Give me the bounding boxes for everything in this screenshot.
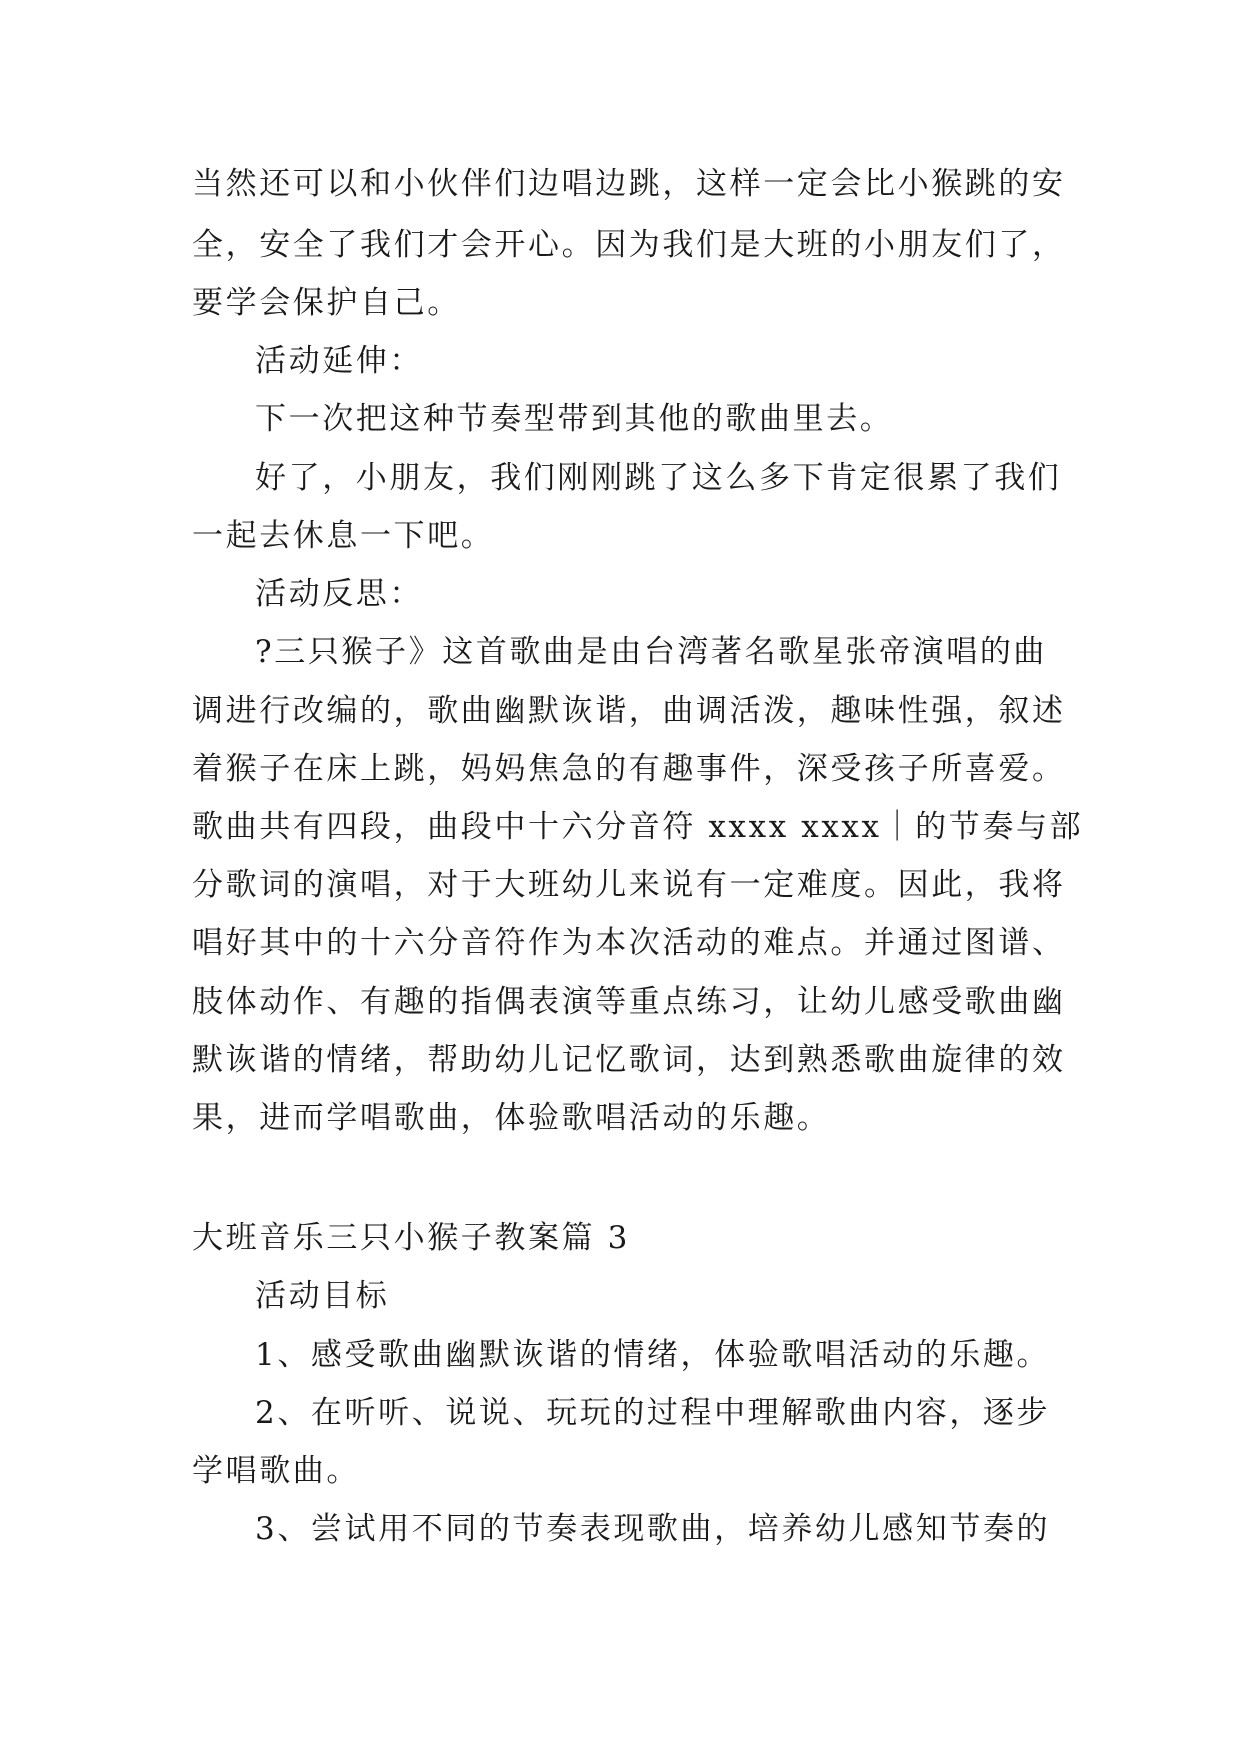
paragraph-line: 默诙谐的情绪，帮助幼儿记忆歌词，达到熟悉歌曲旋律的效 xyxy=(192,1042,1066,1078)
paragraph-line: 下一次把这种节奏型带到其他的歌曲里去。 xyxy=(255,401,894,437)
paragraph-line: 好了，小朋友，我们刚刚跳了这么多下肯定很累了我们 xyxy=(255,460,1062,496)
paragraph-line: 果，进而学唱歌曲，体验歌唱活动的乐趣。 xyxy=(192,1100,831,1136)
paragraph-line: 调进行改编的，歌曲幽默诙谐，曲调活泼，趣味性强，叙述 xyxy=(192,693,1066,729)
paragraph-line: 肢体动作、有趣的指偶表演等重点练习，让幼儿感受歌曲幽 xyxy=(192,984,1066,1020)
paragraph-line: 着猴子在床上跳，妈妈焦急的有趣事件，深受孩子所喜爱。 xyxy=(192,751,1066,787)
paragraph-line: 分歌词的演唱，对于大班幼儿来说有一定难度。因此，我将 xyxy=(192,867,1066,903)
article-title: 大班音乐三只小猴子教案篇 3 xyxy=(192,1220,630,1256)
list-item-continuation: 学唱歌曲。 xyxy=(192,1453,360,1489)
paragraph-line: 要学会保护自己。 xyxy=(192,285,461,321)
section-heading: 活动目标 xyxy=(255,1278,390,1314)
paragraph-line: 唱好其中的十六分音符作为本次活动的难点。并通过图谱、 xyxy=(192,925,1066,961)
section-heading: 活动延伸： xyxy=(255,343,423,379)
list-item: 3、尝试用不同的节奏表现歌曲，培养幼儿感知节奏的 xyxy=(255,1511,1051,1547)
paragraph-line: 一起去休息一下吧。 xyxy=(192,518,495,554)
paragraph-line: 当然还可以和小伙伴们边唱边跳，这样一定会比小猴跳的安 xyxy=(192,166,1066,202)
paragraph-line: 歌曲共有四段，曲段中十六分音符 xxxx xxxx｜的节奏与部 xyxy=(192,809,1084,845)
list-item: 2、在听听、说说、玩玩的过程中理解歌曲内容，逐步 xyxy=(255,1395,1051,1431)
paragraph-line: ?三只猴子》这首歌曲是由台湾著名歌星张帝演唱的曲 xyxy=(255,634,1048,670)
paragraph-line: 全，安全了我们才会开心。因为我们是大班的小朋友们了， xyxy=(192,227,1066,263)
section-heading: 活动反思： xyxy=(255,576,423,612)
list-item: 1、感受歌曲幽默诙谐的情绪，体验歌唱活动的乐趣。 xyxy=(255,1337,1051,1373)
